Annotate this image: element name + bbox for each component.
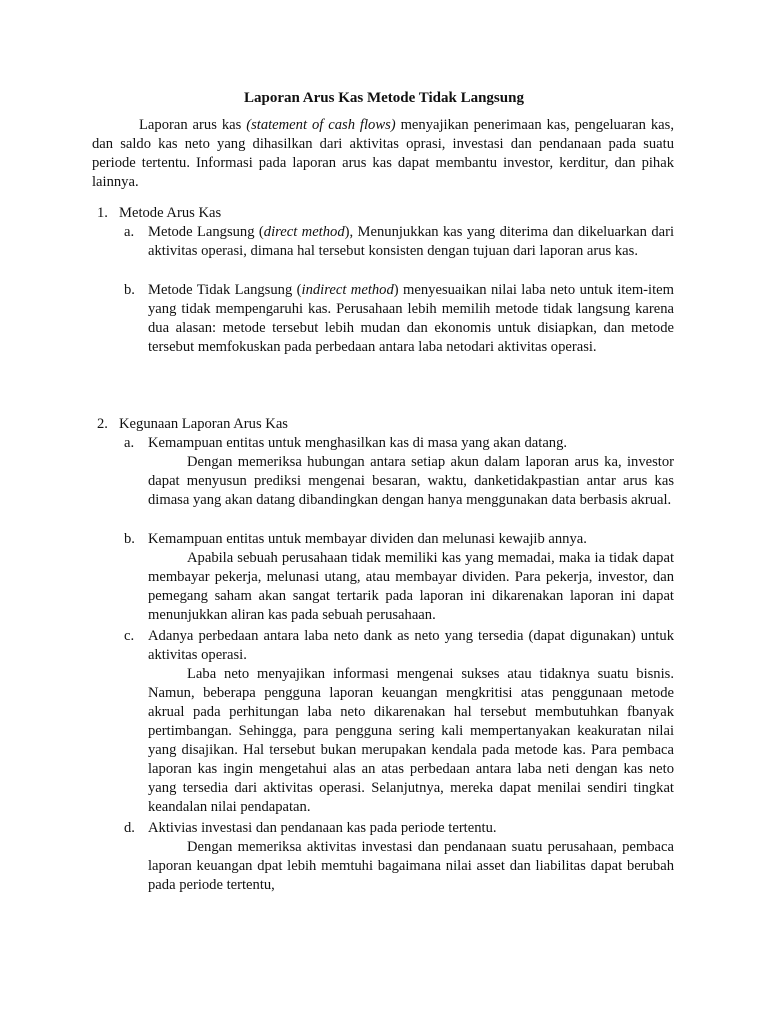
section-2-item-b bbox=[124, 530, 674, 625]
item-letter: b. bbox=[124, 531, 135, 547]
intro-text-post: menyajikan penerimaan kas, pengeluaran kas, dan saldo kas neto yang dihasilkan dari aktivitas oprasi, investasi dan pendanaan pada suatu periode tertentu. Informasi pada laporan arus kas dapat membantu investor, kerditur, dan pihak lainnya. bbox=[92, 117, 674, 190]
item-letter: d. bbox=[124, 820, 135, 836]
item-text-pre: Metode Tidak Langsung ( bbox=[148, 282, 302, 298]
section-2-item-a bbox=[124, 434, 674, 510]
item-paragraph: Dengan memeriksa aktivitas investasi dan pendanaan suatu perusahaan, pembaca laporan keuangan dpat lebih memtuhi bagaimana nilai asset dan liabilitas dapat berubah pada periode tertentu, bbox=[148, 839, 674, 893]
item-lead: Kemampuan entitas untuk membayar dividen dan melunasi kewajib annya. bbox=[148, 531, 587, 547]
section-1-item-a bbox=[124, 223, 674, 261]
intro-text-pre: Laporan arus kas bbox=[139, 117, 247, 133]
item-text bbox=[148, 223, 674, 261]
section-2-title: Kegunaan Laporan Arus Kas bbox=[119, 416, 288, 432]
section-2-heading bbox=[97, 415, 288, 434]
section-2-item-c bbox=[124, 627, 674, 817]
section-1-heading bbox=[97, 204, 221, 223]
item-letter: c. bbox=[124, 628, 135, 644]
item-text-post: ), Menunjukkan kas yang diterima dan dikeluarkan dari aktivitas operasi, dimana hal tersebut konsisten dengan tujuan dari laporan arus kas. bbox=[148, 224, 675, 259]
section-1-item-b bbox=[124, 281, 674, 357]
item-lead: Aktivias investasi dan pendanaan kas pada periode tertentu. bbox=[148, 820, 497, 836]
section-2-number: 2. bbox=[97, 416, 108, 432]
item-paragraph: Dengan memeriksa hubungan antara setiap akun dalam laporan arus ka, investor dapat menyusun prediksi mengenai besaran, waktu, danketidakpastian antar arus kas dimasa yang akan datang dibandingkan dengan hanya menggunakan data berbasis akrual. bbox=[148, 454, 674, 508]
item-text-italic: indirect method bbox=[301, 282, 394, 298]
item-lead: Kemampuan entitas untuk menghasilkan kas di masa yang akan datang. bbox=[148, 435, 568, 451]
intro-paragraph bbox=[92, 116, 674, 192]
item-text-italic: direct method bbox=[263, 224, 345, 240]
section-2-item-d bbox=[124, 819, 674, 895]
item-letter: b. bbox=[124, 282, 135, 298]
section-1-title: Metode Arus Kas bbox=[119, 205, 222, 221]
item-text bbox=[148, 281, 674, 357]
section-1-number: 1. bbox=[97, 205, 108, 221]
item-paragraph: Laba neto menyajikan informasi mengenai sukses atau tidaknya suatu bisnis. Namun, beberapa pengguna laporan keuangan mengkritisi atas penggunaan metode akrual pada perhitungan laba neto dikarenakan hal tersebut membutuhkan fbanyak pertimbangan. Sehingga, para pengguna sering kali mempertanyakan keakuratan nilai yang disajikan. Hal tersebut bukan merupakan kendala pada metode kas. Para pembaca laporan kas ingin mengetahui alas an atas perbedaan antara laba neti dengan kas neto yang tersedia dari aktivitas operasi. Selanjutnya, mereka dapat menilai sendiri tingkat keandalan nilai pendapatan. bbox=[148, 666, 674, 815]
item-text-pre: Metode Langsung ( bbox=[148, 224, 264, 240]
item-letter: a. bbox=[124, 224, 135, 240]
item-lead: Adanya perbedaan antara laba neto dank as neto yang tersedia (dapat digunakan) untuk aktivitas operasi. bbox=[148, 628, 674, 663]
item-paragraph: Apabila sebuah perusahaan tidak memiliki kas yang memadai, maka ia tidak dapat membayar pekerja, melunasi utang, atau membayar dividen. Para pekerja, investor, dan pemegang saham akan sangat tertarik pada laporan ini dikarenakan laporan ini dapat menunjukkan aliran kas pada sebuah perusahaan. bbox=[148, 550, 674, 623]
item-letter: a. bbox=[124, 435, 135, 451]
item-text-post: ) menyesuaikan nilai laba neto untuk item-item yang tidak mempengaruhi kas. Perusahaan lebih memilih metode tidak langsung karena dua alasan: metode tersebut lebih mudan dan ekonomis untuk disiapkan, dan metode tersebut memfokuskan pada perbedaan antara laba netodari aktivitas operasi. bbox=[148, 282, 674, 355]
intro-text-italic: (statement of cash flows) bbox=[246, 117, 396, 133]
document-title: Laporan Arus Kas Metode Tidak Langsung bbox=[244, 90, 524, 106]
